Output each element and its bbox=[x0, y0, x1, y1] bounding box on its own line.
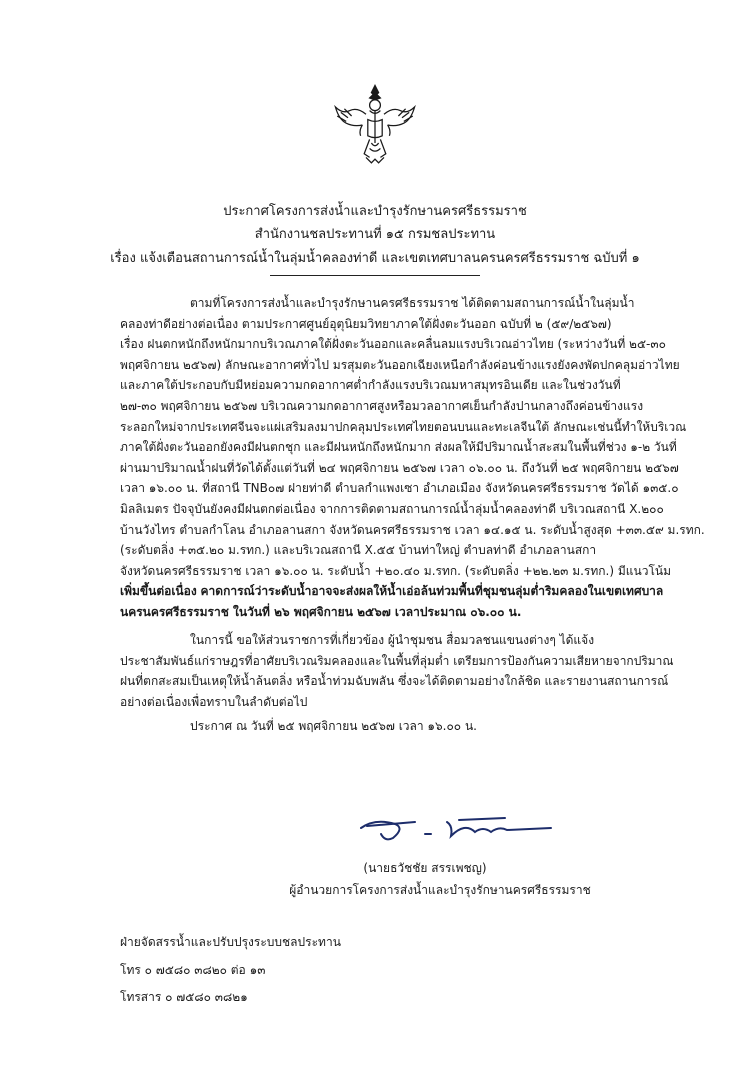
paragraph-line: เวลา ๑๖.๐๐ น. ที่สถานี TNB๐๗ ฝายท่าดี ตำบลกำแพงเซา อำเภอเมือง จังหวัดนครศรีธรรมราช วัดได้ ๑๓๕.๐ bbox=[120, 481, 679, 496]
paragraph-line-bold: นครนครศรีธรรมราช ในวันที่ ๒๖ พฤศจิกายน ๒๕๖๗ เวลาประมาณ ๐๖.๐๐ น. bbox=[120, 604, 522, 619]
paragraph-line: อย่างต่อเนื่องเพื่อทราบในลำดับต่อไป bbox=[120, 694, 308, 709]
paragraph-line: คลองท่าดีอย่างต่อเนื่อง ตามประกาศศูนย์อุตุนิยมวิทยาภาคใต้ฝั่งตะวันออก ฉบับที่ ๒ (๕๙/๒๕๖๗) bbox=[120, 316, 612, 331]
paragraph-line: จังหวัดนครศรีธรรมราช เวลา ๑๖.๐๐ น. ระดับน้ำ +๒๐.๔๐ ม.รทก. (ระดับตลิ่ง +๒๒.๒๓ ม.รทก.) มีแนวโน้ม bbox=[120, 563, 672, 578]
bold-lead: เพิ่มขึ้นต่อเนื่อง bbox=[120, 584, 197, 599]
paragraph-line: ฝนที่ตกสะสมเป็นเหตุให้น้ำล้นตลิ่ง หรือน้ำท่วมฉับพลัน ซึ่งจะได้ติดตามอย่างใกล้ชิด และรายงานสถานการณ์ bbox=[120, 674, 669, 689]
paragraph-line: ๒๗-๓๐ พฤศจิกายน ๒๕๖๗ บริเวณความกดอากาศสูงหรือมวลอากาศเย็นกำลังปานกลางถึงค่อนข้างแรง bbox=[120, 398, 644, 413]
signature-icon bbox=[355, 812, 555, 852]
paragraph-line-bold bbox=[120, 581, 664, 602]
paragraph-line: ระลอกใหม่จากประเทศจีนจะแผ่เสริมลงมาปกคลุมประเทศไทยตอนบนและทะเลจีนใต้ ลักษณะเช่นนี้ทำให้บริเวณ bbox=[120, 419, 687, 434]
header-divider bbox=[270, 275, 480, 276]
paragraph-line: ในการนี้ ขอให้ส่วนราชการที่เกี่ยวข้อง ผู้นำชุมชน สื่อมวลชนแขนงต่างๆ ได้แจ้ง bbox=[190, 633, 595, 647]
signer-title: ผู้อำนวยการโครงการส่งน้ำและบำรุงรักษานครศรีธรรมราช bbox=[289, 883, 591, 897]
signer-name: (นายธวัชชัย สรรเพชญ) bbox=[363, 861, 487, 875]
paragraph-line: (ระดับตลิ่ง +๓๕.๒๐ ม.รทก.) และบริเวณสถานี X.๕๕ บ้านท่าใหญ่ ตำบลท่าดี อำเภอลานสกา bbox=[120, 543, 597, 558]
footer-phone: โทร ๐ ๗๕๘๐ ๓๘๒๐ ต่อ ๑๓ bbox=[120, 963, 266, 977]
paragraph-line: บ้านวังไทร ตำบลกำโลน อำเภอลานสกา จังหวัดนครศรีธรรมราช เวลา ๑๔.๑๕ น. ระดับน้ำสูงสุด +๓๓.๕๙ ม.รทก. bbox=[120, 522, 705, 537]
footer-dept: ฝ่ายจัดสรรน้ำและปรับปรุงระบบชลประทาน bbox=[120, 935, 341, 949]
paragraph-line: ผ่านมาปริมาณน้ำฝนที่วัดได้ตั้งแต่วันที่ ๒๔ พฤศจิกายน ๒๕๖๗ เวลา ๐๖.๐๐ น. ถึงวันที่ ๒๕ พฤศจิกายน ๒๕๖๗ bbox=[120, 460, 679, 475]
paragraph-line: ภาคใต้ฝั่งตะวันออกยังคงมีฝนตกชุก และมีฝนหนักถึงหนักมาก ส่งผลให้มีปริมาณน้ำสะสมในพื้นที่ช่วง ๑-๒ วันที่ bbox=[120, 440, 677, 455]
paragraph-line: เรื่อง ฝนตกหนักถึงหนักมากบริเวณภาคใต้ฝั่งตะวันออกและคลื่นลมแรงบริเวณอ่าวไทย (ระหว่างวันที่ ๒๕-๓๐ bbox=[120, 337, 666, 352]
bold-forecast: คาดการณ์ว่าระดับน้ำอาจจะส่งผลให้น้ำเอ่อล้นท่วมพื้นที่ชุมชนลุ่มต่ำริมคลองในเขตเทศบาล bbox=[200, 584, 664, 599]
header-line-2: สำนักงานชลประทานที่ ๑๕ กรมชลประทาน bbox=[254, 227, 496, 242]
paragraph-line: พฤศจิกายน ๒๕๖๗) ลักษณะอากาศทั่วไป มรสุมตะวันออกเฉียงเหนือกำลังค่อนข้างแรงยังคงพัดปกคลุมอ่าวไทย bbox=[120, 357, 680, 372]
footer-fax: โทรสาร ๐ ๗๕๘๐ ๓๘๒๑ bbox=[120, 990, 248, 1004]
header-line-1: ประกาศโครงการส่งน้ำและบำรุงรักษานครศรีธรรมราช bbox=[223, 204, 527, 219]
paragraph-line: ตามที่โครงการส่งน้ำและบำรุงรักษานครศรีธรรมราช ได้ติดตามสถานการณ์น้ำในลุ่มน้ำ bbox=[190, 296, 635, 310]
paragraph-line: มิลลิเมตร ปัจจุบันยังคงมีฝนตกต่อเนื่อง จากการติดตามสถานการณ์น้ำลุ่มน้ำคลองท่าดี บริเวณสถานี X.๒๐๐ bbox=[120, 501, 664, 516]
header-subject: เรื่อง แจ้งเตือนสถานการณ์น้ำในลุ่มน้ำคลองท่าดี และเขตเทศบาลนครนครศรีธรรมราช ฉบับที่ ๑ bbox=[110, 251, 640, 266]
announce-line: ประกาศ ณ วันที่ ๒๕ พฤศจิกายน ๒๕๖๗ เวลา ๑๖.๐๐ น. bbox=[190, 719, 477, 733]
announce-date bbox=[120, 716, 630, 737]
body-paragraph-2 bbox=[120, 630, 674, 712]
garuda-emblem-icon bbox=[330, 80, 420, 170]
paragraph-line: และภาคใต้ประกอบกับมีหย่อมความกดอากาศต่ำกำลังแรงบริเวณมหาสมุทรอินเดีย และในช่วงวันที่ bbox=[120, 378, 621, 393]
body-paragraph-1 bbox=[120, 293, 705, 623]
paragraph-line: ประชาสัมพันธ์แก่ราษฎรที่อาศัยบริเวณริมคลองและในพื้นที่ลุ่มต่ำ เตรียมการป้องกันความเสียหายจากปริมาณ bbox=[120, 653, 674, 668]
